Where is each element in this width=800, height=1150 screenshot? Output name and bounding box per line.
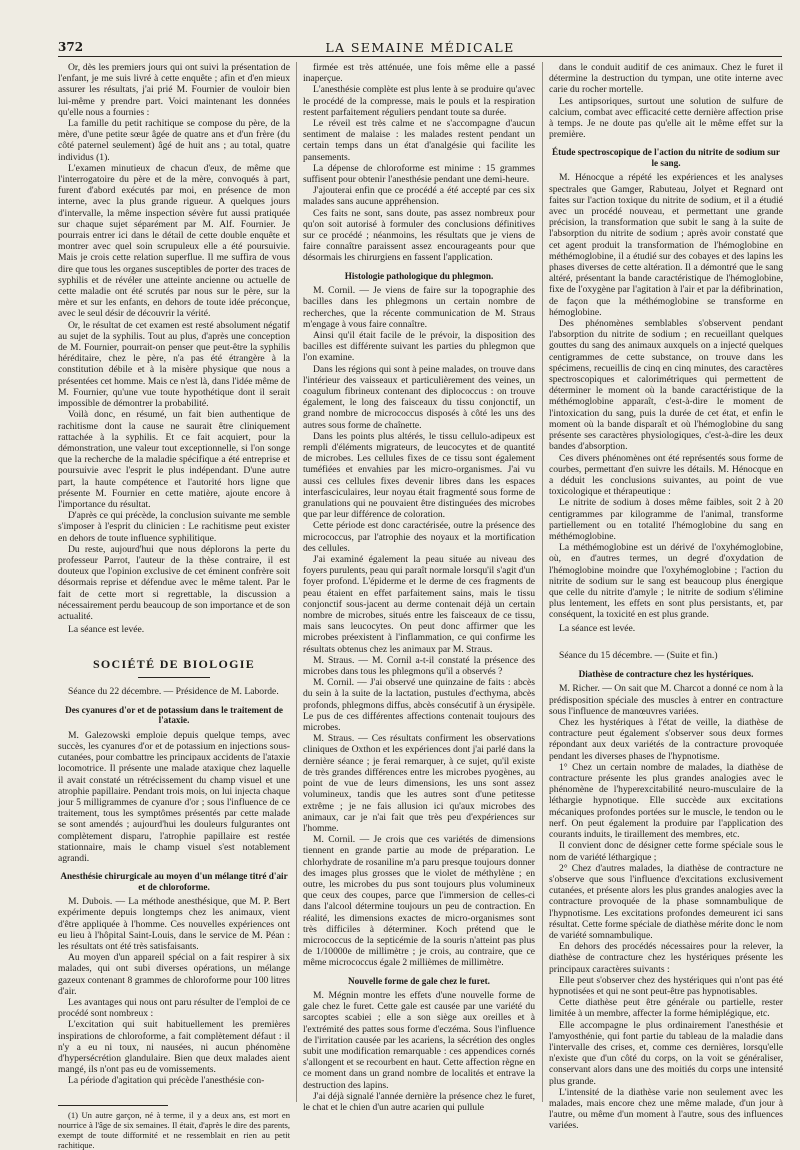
paragraph: firmée est très atténuée, une fois même elle a passé inaperçue. (303, 62, 535, 85)
paragraph: La dépense de chloroforme est minime : 15 grammes suffisent pour obtenir l'anesthésie pendant une demi-heure. (303, 162, 535, 186)
paragraph: Les antipsoriques, surtout une solution de sulfure de calcium, combat avec efficacité cette dernière affection prise à temps. Je ne doute pas qu'elle ait le même effet sur la première. (549, 95, 783, 141)
paragraph: Cette diathèse peut être générale ou partielle, rester limitée à un membre, affecter la forme hémiplégique, etc. (549, 997, 783, 1020)
page-number: 372 (58, 40, 84, 54)
rachitisme-text (58, 62, 290, 622)
column-2 (303, 62, 535, 1114)
paragraph: M. Mégnin montre les effets d'une nouvelle forme de gale chez le furet. Cette gale est causée par une variété du sarcoptes scabiei ; elle a son siège aux oreilles et à l'extrémité des pattes sous forme d'eczéma. Sous l'influence de l'irritation causée par les acariens, la sécrétion des ongles subit une modification remarquable : ces appendices cornés s'allongent et se recourbent en haut. Cette affection règne en ce moment dans un grand nombre de localités et entrave la destruction des lapins. (303, 990, 535, 1091)
paragraph: 2° Chez d'autres malades, la diathèse de contracture ne s'observe que sous l'influence d'excitations exclusivement cutanées, et présente alors les plus grandes analogies avec la contracture provoquée de la phase somnambulique de l'hypnotisme. Les excitations profondes demeurent ici sans résultat. Cette forme spéciale de diathèse mérite donc le nom de variété somnambulique. (549, 862, 783, 941)
paragraph: L'excitation qui suit habituellement les premières inspirations de chloroforme, a fait complètement défaut : il n'y a eu ni toux, ni nausées, ni aucun phénomène d'hypersécrétion glandulaire. Bien que deux malades aient mangé, ils n'ont pas eu de vomissements. (58, 1019, 290, 1076)
section-heading-phlegmon: Histologie pathologique du phlegmon. (344, 270, 494, 281)
section-heading-gale: Nouvelle forme de gale chez le furet. (348, 975, 490, 986)
paragraph: Or, dès les premiers jours qui ont suivi la présentation de l'enfant, je me suis livré à cette enquête ; afin et d'en mieux assurer les résultats, j'ai prié M. Fournier de vouloir bien lui-même y prendre part. Voici maintenant les données qu'elle nous a fournies : (58, 62, 290, 118)
paragraph: Ces divers phénomènes ont été représentés sous forme de courbes, permettant d'en suivre les détails. M. Hénocque en a déduit les conclusions suivantes, au point de vue toxicologique et thérapeutique : (549, 452, 783, 498)
section-heading-diathese: Diathèse de contracture chez les hystériques. (578, 668, 754, 679)
paragraph: Dans les régions qui sont à peine malades, on trouve dans l'intérieur des vaisseaux et particulièrement des veines, un coagulum fibrineux contenant des diplococcus : on trouve également, le long des faisceaux du tissu conjonctif, un grand nombre de micrococcus disposés à côté les uns des autres sous forme de chaînette. (303, 363, 535, 431)
journal-title: LA SEMAINE MÉDICALE (325, 40, 515, 55)
paragraph: Or, le résultat de cet examen est resté absolument négatif au sujet de la syphilis. Tout au plus, d'après une conception de M. Fournier, pourrait-on penser que peut-être la syphilis héréditaire, chez le père, n'a pas été étrangère à la constitution débile et à la misère physique que nous a présentées cet homme. Mais ce n'est là, dans l'idée même de M. Fournier, qu'une vue toute hypothétique dont il serait impossible de démontrer la probabilité. (58, 319, 290, 410)
paragraph: Le nitrite de sodium à doses même faibles, soit 2 à 20 centigrammes par kilogramme de l'animal, transforme partiellement ou en totalité l'hémoglobine du sang en méthémoglobine. (549, 497, 783, 542)
paragraph: La méthémoglobine est un dérivé de l'oxyhémoglobine, où, en d'autres termes, un degré d'oxydation de l'hémoglobine moindre que l'oxyhémoglobine ; l'action du nitrite de sodium sur le sang est beaucoup plus énergique que celle du nitrite d'amyle ; le nitrite de sodium s'élimine plus lentement, les effets en sont plus persistants, et, par conséquent, la toxicité en est plus grande. (549, 542, 783, 621)
paragraph: M. Straus. — Ces résultats confirment les observations cliniques de Oxthon et les expériences dont j'ai parlé dans la dernière séance ; je ferai remarquer, à ce sujet, qu'il existe de très grandes différences entre les microbes pyogènes, au point de vue de leurs dimensions, les uns sont assez volumineux, tandis que les autres sont d'une petitesse extrême ; je ne fais allusion ici qu'aux microbes des animaux, car je n'ai fait que très peu d'expériences sur l'homme. (303, 733, 535, 834)
paragraph: L'anesthésie complète est plus lente à se produire qu'avec le procédé de la compresse, mais le pouls et la respiration restent parfaitement réguliers pendant toute sa durée. (303, 84, 535, 118)
paragraph: Ainsi qu'il était facile de le prévoir, la disposition des bacilles est différente suivant les parties du phlegmon que l'on examine. (303, 329, 535, 364)
footnote-rule (58, 1105, 168, 1106)
footnote: (1) Un autre garçon, né à terme, il y a deux ans, est mort en nourrice à l'âge de six semaines. Il était, d'après le dire des parents, exempt de toute difformité et ne ressemblait en rien au petit rachitique. (58, 1109, 290, 1150)
paragraph: Elle peut s'observer chez des hystériques qui n'ont pas été hypnotisées et qui ne sont peut-être pas hypnotisables. (549, 974, 783, 997)
column-1 (58, 62, 290, 1150)
column-rule-left (296, 62, 297, 1102)
paragraph: Au moyen d'un appareil spécial on a fait respirer à six malades, qui ont subi diverses opérations, un mélange gazeux contenant 8 grammes de chloroforme pour 100 litres d'air. (58, 952, 290, 997)
section-heading-ataxie: Des cyanures d'or et de potassium dans le traitement de l'ataxie. (65, 704, 283, 726)
seance-levee: La séance est levée. (559, 622, 636, 634)
paragraph: dans le conduit auditif de ces animaux. Chez le furet il détermine la destruction du tympan, une otite interne avec carie du rocher mortelle. (549, 62, 783, 96)
paragraph: Des phénomènes semblables s'observent pendant l'absorption du nitrite de sodium ; en recueillant quelques gouttes du sang des animaux auxquels on a injecté quelques centigrammes de cette substance, on trouve dans les spécimens, recueillis de cinq en cinq minutes, des caractères spectroscopiques et calorimétriques qui permettent de déterminer le moment où la bande caractéristique de la méthémoglobine apparaît, c'est-à-dire le moment de l'intoxication du sang, puis la durée de cet état, et enfin le moment où la bande disparaît et où l'hémoglobine du sang présente ses caractères physiologiques, c'est-à-dire les deux bandes d'absorption. (549, 318, 783, 453)
paragraph: Cette période est donc caractérisée, outre la présence des micrococcus, par l'atrophie des noyaux et la mortification des cellules. (303, 520, 535, 554)
seance-levee: La séance est levée. (68, 624, 145, 636)
paragraph: M. Dubois. — La méthode anesthésique, que M. P. Bert expérimente depuis longtemps chez les animaux, vient d'être appliquée à l'homme. Ces nouvelles expériences ont eu lieu à l'hôpital Saint-Louis, dans le service de M. Péan : les résultats ont été très satisfaisants. (58, 896, 290, 953)
society-title-text: SOCIÉTÉ DE BIOLOGIE (92, 657, 256, 672)
paragraph: M. Galezowski emploie depuis quelque temps, avec succès, les cyanures d'or et de potassium en injections sous-cutanées, pour combattre les principaux accidents de l'ataxie locomotrice. Il présente une malade ataxique chez laquelle il avait constaté un rétrécissement du champ visuel et une atrophie papillaire. Pendant trois mois, on lui injecta chaque jour 5 milligrammes de cyanure d'or ; sous l'influence de ce traitement, tous les symptômes présentés par cette malade se sont amendés ; aujourd'hui les douleurs fulgurantes ont complètement disparu, l'atrophie papillaire est restée stationnaire, mais le champ visuel s'est notablement agrandi. (58, 729, 290, 864)
paragraph: J'ai examiné également la peau située au niveau des foyers purulents, peau qui paraît normale lorsqu'il s'agit d'un foyer profond. L'épiderme et le derme de ces fragments de peau étaient en effet parfaitement sains, mais le tissu conjonctif sous-jacent au derme contenait déjà un certain nombre de microbes, situés entre les faisceaux de ce tissu, mais sans leucocytes. On peut donc affirmer que les microbes préexistent à l'inflammation, ce qui confirme les résultats obtenus chez les animaux par M. Straus. (303, 554, 535, 655)
section-heading-anesthesie: Anesthésie chirurgicale au moyen d'un mélange titré d'air et de chloroforme. (60, 871, 288, 892)
paragraph: L'examen minutieux de chacun d'eux, de même que l'interrogatoire du père et de la mère, convoqués à part, furent d'abord exécutés par moi, en présence de mon interne, avec la plus grande rigueur. A quelques jours d'intervalle, la même inspection sévère fut aussi pratiquée sur chaque sujet séparément par M. Alf. Fournier. Je pourrais entrer ici dans le détail de cette double enquête et montrer avec quel soin scrupuleux elle a été poursuivie. Mais je crois cette relation superflue. Il me suffira de vous dire que tous les organes susceptibles de porter des traces de syphilis et de révéler une atteinte ancienne ou actuelle de cette maladie ont été scrutés par nous sur le père, sur la mère et sur les enfants, en dehors de toute idée préconçue, avec le seul désir de découvrir la vérité. (58, 162, 290, 320)
paragraph: M. Hénocque a répété les expériences et les analyses spectrales que Gamger, Rabuteau, Jolyet et Regnard ont faites sur l'action toxique du nitrite de sodium, et il a étudié avec un procédé nouveau, et permettant une grande précision, la transformation que subit le sang à la suite de l'absorption du nitrite de sodium ; après avoir constaté que cet agent produit la transformation de l'hémoglobine en méthémoglobine, il a étudié sur des cobayes et des lapins les phases diverses de cette altération. Il a démontré que le sang altéré, présentant la bande caractéristique de l'hémoglobine, fixe de l'oxygène par l'agitation à l'air et par la défibrination, de façon que la méthémoglobine se transforme en hémoglobine. (549, 172, 783, 318)
paragraph: En dehors des procédés nécessaires pour la relever, la diathèse de contracture chez les hystériques présente les principaux caractères suivants : (549, 941, 783, 975)
paragraph: J'ajouterai enfin que ce procédé a été accepté par ces six malades sans aucune appréhension. (303, 185, 535, 208)
paragraph: M. Richer. — On sait que M. Charcot a donné ce nom à la prédisposition spéciale des muscles à entrer en contracture sous l'influence de manœuvres variées. (549, 683, 783, 717)
paragraph: M. Cornil. — Je crois que ces variétés de dimensions tiennent en grande partie au mode de préparation. Le chlorhydrate de rosaniline m'a paru presque toujours donner des images plus grosses que le violet de méthylène ; en outre, les microbes du pus sont toujours plus volumineux que ceux des coupes, parce que l'immersion de celles-ci dans l'alcool détermine toujours un peu de contraction. En réalité, les dimensions exactes de micro-organismes sont très difficiles à déterminer. Koch prétend que le micrococcus de la septicémie de la souris n'atteint pas plus de 1/10000e de millimètre ; je crois, au contraire, que ce même micrococcus égale 2 millièmes de millimètre. (303, 834, 535, 969)
paragraph: Le réveil est très calme et ne s'accompagne d'aucun sentiment de malaise : les malades restent pendant un certain temps dans un état d'analgésie qui facilite les pansements. (303, 118, 535, 163)
paragraph: Voilà donc, en résumé, un fait bien authentique de rachitisme dont la cause ne saurait être cliniquement rattachée à la syphilis. Et ce fait acquiert, pour la démonstration, une valeur tout exceptionnelle, si l'on songe que la recherche de la maladie spécifique a été entreprise et poursuivie avec l'esprit le plus indépendant. D'une autre part, la haute compétence et l'autorité hors ligne que présente M. Fournier en cette matière, ajoute encore à l'importance du résultat. (58, 409, 290, 510)
page-header (58, 40, 782, 57)
paragraph: Les avantages qui nous ont paru résulter de l'emploi de ce procédé sont nombreux : (58, 997, 290, 1020)
paragraph: Du reste, aujourd'hui que nous déplorons la perte du professeur Parrot, l'auteur de la thèse contraire, il est douteux que l'opinion exclusive de cet éminent confrère soit désormais reprise et défendue avec le même talent. Par le fait de cette mort si regrettable, la discussion a nécessairement perdu beaucoup de son importance et de son actualité. (58, 543, 290, 622)
society-title (58, 659, 290, 677)
paragraph: L'intensité de la diathèse varie non seulement avec les malades, mais encore chez une même malade, d'un jour à l'autre, ou même d'un moment à l'autre, sous des influences variées. (549, 1086, 783, 1132)
paragraph: M. Cornil. — J'ai observé une quinzaine de faits : abcès du sein à la suite de la lactation, pustules d'ecthyma, abcès profonds, phlegmons diffus, abcès consécutif à un érysipèle. Le pus de ces différentes affections contenait toujours des microbes. (303, 677, 535, 734)
title-underline (138, 677, 210, 678)
column-3 (549, 62, 783, 1132)
paragraph: 1° Chez un certain nombre de malades, la diathèse de contracture présente les plus grandes analogies avec le phénomène de l'hyperexcitabilité neuro-musculaire de la léthargie hypnotique. Elle succède aux excitations mécaniques profondes portées sur le muscle, le tendon ou le nerf. On peut également la produire par l'application des courants induits, le tiraillement des membres, etc. (549, 761, 783, 841)
paragraph: D'après ce qui précède, la conclusion suivante me semble s'imposer à l'esprit du clinicien : Le rachitisme peut exister en dehors de toute influence syphilitique. (58, 510, 290, 544)
paragraph: La période d'agitation qui précède l'anesthésie con- (68, 1075, 265, 1087)
paragraph: J'ai déjà signalé l'année dernière la présence chez le furet, le chat et le chien d'un autre acarien qui pullule (303, 1090, 535, 1114)
paragraph: M. Straus. — M. Cornil a-t-il constaté la présence des microbes dans tous les phlegmons qu'il a observés ? (303, 654, 535, 678)
paragraph: Chez les hystériques à l'état de veille, la diathèse de contracture peut également s'observer sous deux formes répondant aux deux variétés de la contracture provoquée pendant les diverses phases de l'hypnotisme. (549, 717, 783, 762)
section-heading-nitrite: Étude spectroscopique de l'action du nitrite de sodium sur le sang. (551, 147, 780, 168)
seance-info: Séance du 22 décembre. — Présidence de M. Laborde. (68, 685, 279, 697)
paragraph: M. Cornil. — Je viens de faire sur la topographie des bacilles dans les phlegmons un certain nombre de recherches, que la récente communication de M. Straus m'engage à vous faire connaître. (303, 285, 535, 330)
paragraph: Dans les points plus altérés, le tissu cellulo-adipeux est rempli d'éléments migrateurs, de leucocytes et de quantité de microbes. Les cellules fixes de ce tissu sont également tuméfiées et envahies par les micro-organismes. J'ai vu aussi ces cellules fixes devenir libres dans les espaces interfasciculaires, leur noyau était fragmenté sous forme de granulations qui ne pouvaient être distinguées des microbes que par leur différence de coloration. (303, 430, 535, 521)
paragraph: Elle accompagne le plus ordinairement l'anesthésie et l'amyosthénie, qui font partie du tableau de la maladie dans l'intervalle des crises, et, comme ces dernières, lorsqu'elle n'existe que d'un côté du corps, on la voit se généraliser, conservant alors dans une des moitiés du corps une intensité plus grande. (549, 1019, 783, 1087)
paragraph: La famille du petit rachitique se compose du père, de la mère, d'une petite sœur âgée de quatre ans et d'un frère (du côté paternel seulement) âgé de huit ans ; au total, quatre individus (1). (58, 118, 290, 163)
seance-info: Séance du 15 décembre. — (Suite et fin.) (559, 649, 718, 661)
paragraph: Ces faits ne sont, sans doute, pas assez nombreux pour qu'on soit autorisé à formuler des conclusions définitives sur ce procédé ; néanmoins, les résultats que je viens de faire connaître paraissent assez encourageants pour que désormais les chirurgiens en fassent l'application. (303, 207, 535, 264)
paragraph: Il convient donc de désigner cette forme spéciale sous le nom de variété léthargique ; (549, 840, 783, 863)
column-rule-right (542, 62, 543, 1102)
